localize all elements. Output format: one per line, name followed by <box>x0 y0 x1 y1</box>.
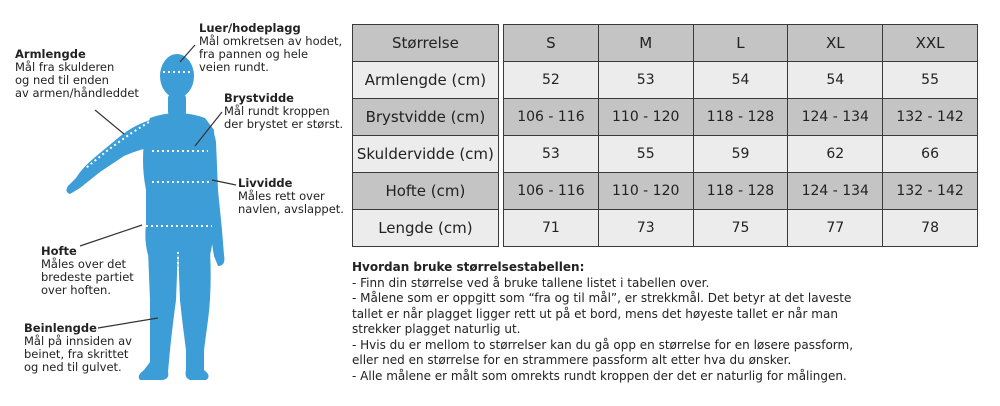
table-header-row <box>353 25 978 62</box>
table-cell: 124 - 134 <box>788 173 883 210</box>
label-brystvidde <box>224 92 343 131</box>
measurement-figure <box>0 0 350 406</box>
table-cell: 59 <box>693 136 788 173</box>
label-desc: Måles rett over <box>238 189 325 203</box>
table-cell: 54 <box>788 62 883 99</box>
table-row <box>353 62 978 99</box>
table-cell: 66 <box>883 136 978 173</box>
label-desc: bredeste partiet <box>41 270 134 284</box>
instruction-line: - Alle målene er målt som omrekts rundt kroppen der det er naturlig for målingen. <box>352 368 847 383</box>
table-cell: 54 <box>693 62 788 99</box>
label-title: Luer/hodeplagg <box>199 21 301 35</box>
header-cell: Størrelse <box>353 25 499 62</box>
header-cell: XXL <box>883 25 978 62</box>
label-desc: Mål på innsiden av <box>24 334 132 348</box>
row-header: Hofte (cm) <box>353 173 499 210</box>
label-luer <box>199 22 342 74</box>
header-cell: XL <box>788 25 883 62</box>
table-cell: 53 <box>598 62 693 99</box>
instruction-line: - Hvis du er mellom to størrelser kan du gå opp en størrelse for en løsere passform, <box>352 337 854 352</box>
table-row <box>353 173 978 210</box>
table-row <box>353 210 978 247</box>
table-row <box>353 99 978 136</box>
table-cell: 132 - 142 <box>883 99 978 136</box>
table-cell: 71 <box>504 210 599 247</box>
label-desc: Mål fra skulderen <box>15 60 115 74</box>
table-cell: 53 <box>504 136 599 173</box>
label-desc: Mål omkretsen av hodet, <box>199 34 343 48</box>
label-title: Hofte <box>41 244 77 258</box>
table-cell: 110 - 120 <box>598 173 693 210</box>
table-cell: 106 - 116 <box>504 173 599 210</box>
header-cell: S <box>504 25 599 62</box>
row-header: Brystvidde (cm) <box>353 99 499 136</box>
label-title: Beinlengde <box>24 321 97 335</box>
label-title: Armlengde <box>15 47 86 61</box>
instruction-line: eller ned en størrelse for en strammere passform alt etter hva du ønsker. <box>352 353 792 367</box>
label-desc: og ned til enden <box>15 73 109 87</box>
instruction-line: tallet er når plagget ligger rett ut på et bord, mens det høyeste tallet er når man <box>352 306 838 321</box>
table-cell: 124 - 134 <box>788 99 883 136</box>
table-cell: 75 <box>693 210 788 247</box>
row-header: Skuldervidde (cm) <box>353 136 499 173</box>
table-cell: 106 - 116 <box>504 99 599 136</box>
instruction-line: strekker plagget naturlig ut. <box>352 322 521 336</box>
label-desc: fra pannen og hele <box>199 47 309 61</box>
label-desc: beinet, fra skrittet <box>24 347 129 361</box>
row-header: Lengde (cm) <box>353 210 499 247</box>
header-cell: L <box>693 25 788 62</box>
table-cell: 55 <box>883 62 978 99</box>
label-livvidde <box>238 177 344 216</box>
instruction-line: - Målene som er oppgitt som “fra og til mål”, er strekkmål. Det betyr at det laveste <box>352 291 852 305</box>
label-desc: Måles over det <box>41 257 127 271</box>
label-beinlengde <box>24 322 132 374</box>
label-desc: av armen/håndleddet <box>15 86 139 100</box>
label-desc: Mål rundt kroppen <box>224 104 330 118</box>
label-desc: veien rundt. <box>199 60 269 74</box>
label-desc: navlen, avslappet. <box>238 202 344 216</box>
row-header: Armlengde (cm) <box>353 62 499 99</box>
instruction-line: - Finn din størrelse ved å bruke tallene listet i tabellen over. <box>352 275 710 290</box>
table-cell: 55 <box>598 136 693 173</box>
label-desc: der brystet er størst. <box>224 117 344 131</box>
label-hofte <box>41 245 134 297</box>
label-desc: og ned til gulvet. <box>24 360 122 374</box>
label-title: Livvidde <box>238 176 293 190</box>
table-cell: 52 <box>504 62 599 99</box>
table-cell: 110 - 120 <box>598 99 693 136</box>
table-cell: 118 - 128 <box>693 99 788 136</box>
label-armlengde <box>15 48 139 100</box>
table-cell: 77 <box>788 210 883 247</box>
instructions-title: Hvordan bruke størrelsestabellen: <box>352 260 585 274</box>
table-row <box>353 136 978 173</box>
table-cell: 62 <box>788 136 883 173</box>
label-desc: over hoften. <box>41 283 111 297</box>
table-cell: 118 - 128 <box>693 173 788 210</box>
header-cell: M <box>598 25 693 62</box>
size-table <box>352 24 978 247</box>
table-cell: 73 <box>598 210 693 247</box>
table-cell: 78 <box>883 210 978 247</box>
label-title: Brystvidde <box>224 91 294 105</box>
table-cell: 132 - 142 <box>883 173 978 210</box>
instructions <box>352 260 972 384</box>
